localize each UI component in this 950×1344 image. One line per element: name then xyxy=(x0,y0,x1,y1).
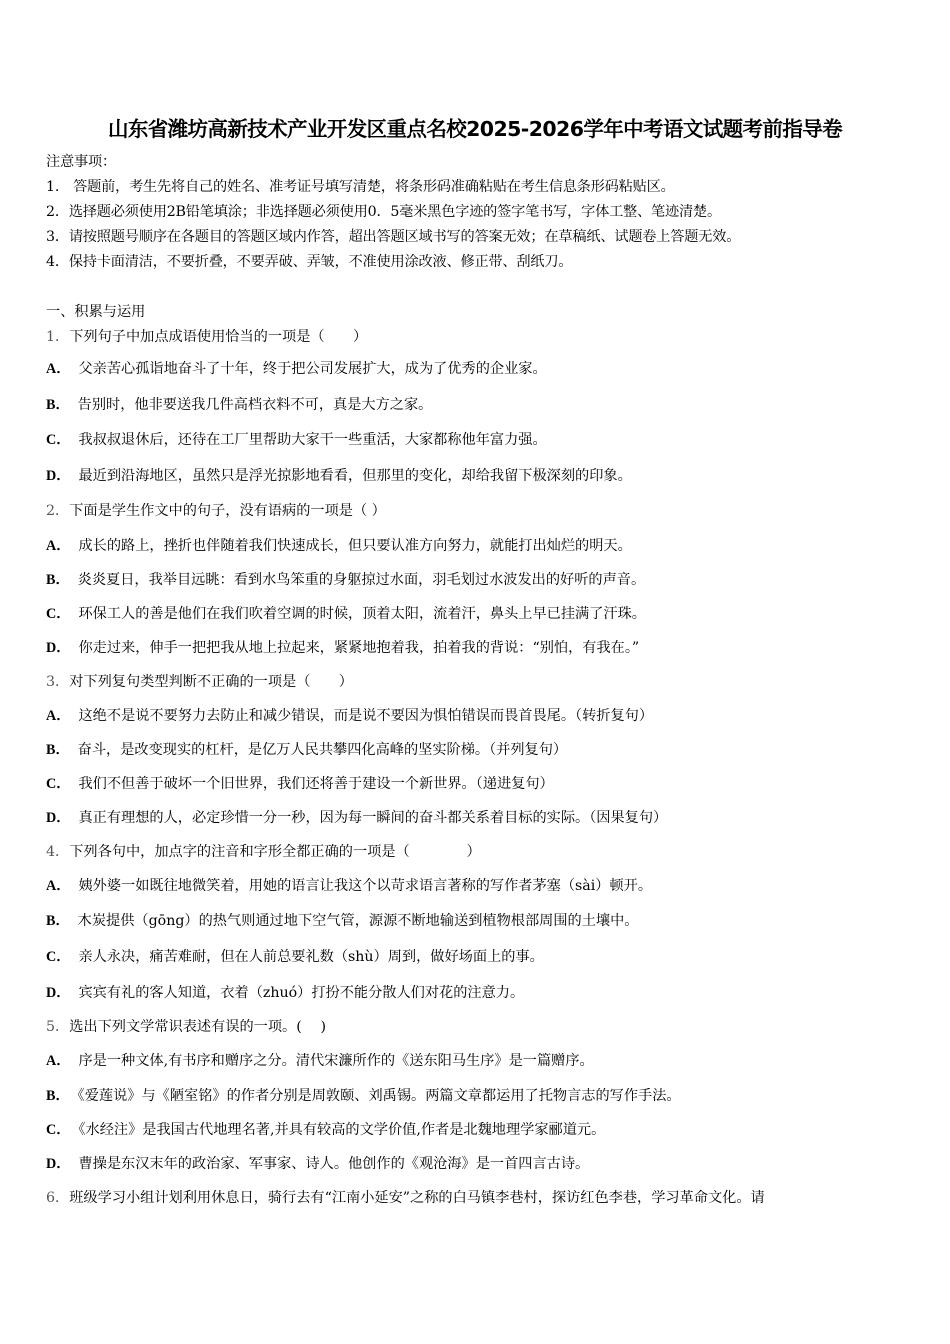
option-letter: B． xyxy=(46,397,70,413)
option-text: 《爱莲说》与《陋室铭》的作者分别是周敦颐、刘禹锡。两篇文章都运用了托物言志的写作手法。 xyxy=(77,1088,681,1104)
question-number: 5． xyxy=(46,1019,70,1035)
section-heading: 一、积累与运用 xyxy=(46,304,146,320)
option-text: 成长的路上，挫折也伴随着我们快速成长，但只要认准方向努力，就能打出灿烂的明天。 xyxy=(78,538,632,554)
option-letter: C． xyxy=(46,949,71,965)
notice-item: 4．保持卡面清洁，不要折叠，不要弄破、弄皱，不准使用涂改液、修正带、刮纸刀。 xyxy=(46,254,573,270)
option-row xyxy=(46,360,547,378)
option-row xyxy=(46,1155,589,1173)
option-row xyxy=(46,1087,681,1105)
option-text: 最近到沿海地区，虽然只是浮光掠影地看看，但那里的变化，却给我留下极深刻的印象。 xyxy=(78,468,632,484)
option-row xyxy=(46,912,638,930)
question-stem xyxy=(46,843,481,861)
option-row xyxy=(46,809,667,827)
question-text: 下列各句中，加点字的注音和字形全都正确的一项是（ ） xyxy=(69,844,481,860)
question-number: 3． xyxy=(46,674,70,690)
option-text: 序是一种文体,有书序和赠序之分。清代宋濂所作的《送东阳马生序》是一篇赠序。 xyxy=(78,1053,594,1069)
question-text: 班级学习小组计划利用休息日，骑行去有“江南小延安”之称的白马镇李巷村，探访红色李巷，学习革命文化。请 xyxy=(69,1190,765,1206)
option-text: 你走过来，伸手一把把我从地上拉起来，紧紧地抱着我，拍着我的背说：“别怕，有我在。” xyxy=(78,640,640,656)
option-letter: A． xyxy=(46,878,71,894)
notice-item: 1. 答题前，考生先将自己的姓名、准考证号填写清楚，将条形码准确粘贴在考生信息条形码粘贴区。 xyxy=(46,179,675,195)
question-number: 2． xyxy=(46,503,70,519)
question-text: 下列句子中加点成语使用恰当的一项是（ ） xyxy=(69,329,368,345)
option-row xyxy=(46,571,645,589)
option-row xyxy=(46,741,567,759)
option-row xyxy=(46,396,432,414)
question-stem xyxy=(46,673,353,691)
option-row xyxy=(46,605,646,623)
option-letter: A． xyxy=(46,361,71,377)
option-text: 木炭提供（gōng）的热气则通过地下空气管，源源不断地输送到植物根部周围的土壤中。 xyxy=(77,913,639,929)
option-letter: B． xyxy=(46,913,70,929)
option-letter: A． xyxy=(46,708,71,724)
notice-heading: 注意事项： xyxy=(46,154,116,170)
option-letter: C． xyxy=(46,1122,71,1138)
option-text: 父亲苦心孤诣地奋斗了十年，终于把公司发展扩大，成为了优秀的企业家。 xyxy=(78,361,547,377)
option-text: 奋斗，是改变现实的杠杆，是亿万人民共攀四化高峰的坚实阶梯。（并列复句） xyxy=(77,742,568,758)
option-letter: C． xyxy=(46,606,71,622)
option-letter: D． xyxy=(46,810,71,826)
page-title: 山东省潍坊高新技术产业开发区重点名校2025-2026学年中考语文试题考前指导卷 xyxy=(107,117,843,141)
option-text: 炎炎夏日，我举目远眺：看到水鸟笨重的身躯掠过水面，羽毛划过水波发出的好听的声音。 xyxy=(77,572,646,588)
option-letter: D． xyxy=(46,468,71,484)
option-text: 宾宾有礼的客人知道，衣着（zhuó）打扮不能分散人们对花的注意力。 xyxy=(78,985,525,1001)
option-text: 我们不但善于破坏一个旧世界，我们还将善于建设一个新世界。（递进复句） xyxy=(78,776,554,792)
question-number: 6． xyxy=(46,1190,70,1206)
option-text: 真正有理想的人，必定珍惜一分一秒，因为每一瞬间的奋斗都关系着目标的实际。（因果复句） xyxy=(78,810,668,826)
option-text: 姨外婆一如既往地微笑着，用她的语言让我这个以苛求语言著称的写作者茅塞（sài）顿开。 xyxy=(78,878,653,894)
option-row xyxy=(46,1121,605,1139)
option-row xyxy=(46,537,632,555)
option-row xyxy=(46,984,524,1002)
question-stem xyxy=(46,328,367,346)
option-letter: A． xyxy=(46,538,71,554)
option-row xyxy=(46,431,547,449)
option-row xyxy=(46,707,653,725)
option-text: 环保工人的善是他们在我们吹着空调的时候，顶着太阳，流着汗，鼻头上早已挂满了汗珠。 xyxy=(78,606,646,622)
question-text: 下面是学生作文中的句子，没有语病的一项是（ ） xyxy=(69,503,386,519)
option-text: 这绝不是说不要努力去防止和减少错误，而是说不要因为惧怕错误而畏首畏尾。（转折复句） xyxy=(78,708,654,724)
option-letter: C． xyxy=(46,432,71,448)
option-row xyxy=(46,775,554,793)
option-row xyxy=(46,948,544,966)
notice-item: 2．选择题必须使用2B铅笔填涂；非选择题必须使用0．5毫米黑色字迹的签字笔书写，字体工整、笔迹清楚。 xyxy=(46,204,721,220)
option-text: 亲人永决，痛苦难耐，但在人前总要礼数（shù）周到，做好场面上的事。 xyxy=(78,949,544,965)
option-letter: A． xyxy=(46,1053,71,1069)
option-row xyxy=(46,639,639,657)
option-row xyxy=(46,877,652,895)
option-letter: D． xyxy=(46,640,71,656)
option-letter: C． xyxy=(46,776,71,792)
question-text: 选出下列文学常识表述有误的一项。( ) xyxy=(69,1019,326,1035)
question-number: 4． xyxy=(46,844,70,860)
option-text: 我叔叔退休后，还待在工厂里帮助大家干一些重活，大家都称他年富力强。 xyxy=(78,432,547,448)
question-stem xyxy=(46,1018,326,1036)
option-text: 曹操是东汉末年的政治家、军事家、诗人。他创作的《观沧海》是一首四言古诗。 xyxy=(78,1156,590,1172)
option-text: 《水经注》是我国古代地理名著,并具有较高的文学价值,作者是北魏地理学家郦道元。 xyxy=(78,1122,606,1138)
option-row xyxy=(46,1052,594,1070)
option-text: 告别时，他非要送我几件高档衣料不可，真是大方之家。 xyxy=(77,397,433,413)
question-stem xyxy=(46,502,386,520)
notice-item: 3．请按照题号顺序在各题目的答题区域内作答，超出答题区域书写的答案无效；在草稿纸、试题卷上答题无效。 xyxy=(46,229,741,245)
option-letter: B． xyxy=(46,572,70,588)
option-letter: B． xyxy=(46,1088,70,1104)
option-letter: D． xyxy=(46,1156,71,1172)
question-number: 1． xyxy=(46,329,70,345)
option-letter: B． xyxy=(46,742,70,758)
question-stem xyxy=(46,1189,765,1207)
option-letter: D． xyxy=(46,985,71,1001)
question-text: 对下列复句类型判断不正确的一项是（ ） xyxy=(69,674,353,690)
option-row xyxy=(46,467,632,485)
